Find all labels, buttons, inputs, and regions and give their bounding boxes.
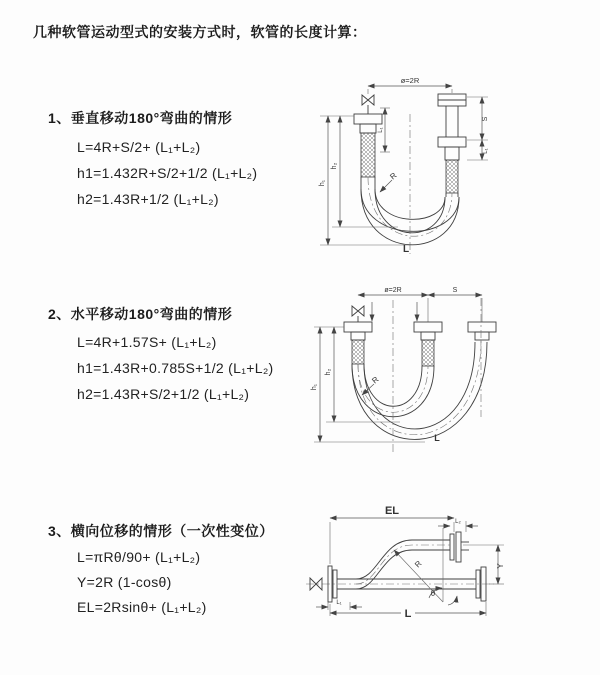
section2-heading: 2、水平移动180°弯曲的情形 [48, 306, 233, 322]
section3-formula-el: EL=2Rsinθ+ (L₁+L₂) [77, 599, 207, 615]
dim-l1-right [467, 140, 489, 160]
dim-l1-left [378, 108, 390, 152]
section1-formula-l: L=4R+S/2+ (L₁+L₂) [77, 139, 201, 155]
section2-formula-l: L=4R+1.57S+ (L₁+L₂) [77, 334, 217, 350]
section1-formula-h1: h1=1.432R+S/2+1/2 (L₁+L₂) [77, 165, 258, 181]
dim-el [330, 505, 454, 564]
dim-l [330, 602, 486, 620]
dim-top-width [368, 76, 452, 94]
valve-icon [352, 306, 364, 322]
section1-heading: 1、垂直移动180°弯曲的情形 [48, 110, 233, 126]
dim-h1-label: h₁ [311, 383, 318, 391]
radius-label: R [388, 170, 399, 182]
dim-width-label: ø=2R [400, 76, 420, 85]
dim-small-marks [372, 302, 417, 321]
dim-h1-label: h₁ [319, 179, 326, 187]
section3-formula-l: L=πRθ/90+ (L₁+L₂) [77, 549, 201, 565]
hose-s-bend [356, 540, 450, 589]
diagram-lateral-displacement [298, 492, 568, 657]
upper-flange [450, 532, 469, 562]
dim-s-label: S [452, 287, 458, 294]
dim-y-label: Y [496, 563, 505, 569]
dim-l1-label: L₁ [336, 600, 342, 606]
section2-formula-h2: h2=1.43R+S/2+1/2 (L₁+L₂) [77, 386, 250, 402]
diagram-horizontal-180-bend [310, 282, 565, 462]
section1-formula-h2: h2=1.43R+1/2 (L₁+L₂) [77, 191, 219, 207]
angle-theta-label: θ [430, 589, 436, 598]
right-pipe-fitting [438, 94, 466, 193]
dim-s [467, 97, 489, 140]
length-label: L [402, 244, 410, 255]
section3-formula-y: Y=2R (1-cosθ) [77, 574, 172, 590]
dim-l1b-label: L₁ [483, 148, 489, 154]
left-pipe-fitting [354, 114, 382, 177]
dim-h2-label: h₂ [325, 368, 332, 376]
dim-el-label: EL [384, 505, 400, 517]
dim-top [358, 287, 482, 322]
radius-label: R [370, 374, 381, 386]
section3-heading: 3、横向位移的情形（一次性变位） [48, 523, 274, 539]
length-label: L [404, 608, 412, 620]
dim-l1-label: L₁ [378, 127, 384, 133]
pipe-fittings [344, 322, 496, 366]
valve-icon [362, 95, 374, 114]
section2-formula-h1: h1=1.43R+0.785S+1/2 (L₁+L₂) [77, 360, 274, 376]
dim-l2-label: L₂ [455, 519, 461, 525]
dim-l2 [438, 519, 478, 532]
dim-width-label: ø=2R [384, 287, 402, 294]
length-label: L [434, 433, 440, 443]
radius-label: R [413, 559, 424, 570]
dim-l1 [316, 600, 362, 610]
radius-callout [380, 171, 399, 192]
dim-h1 [311, 327, 425, 442]
dim-h2-label: h₂ [331, 162, 338, 170]
hose-u-bend-position2 [352, 340, 487, 439]
diagram-vertical-180-bend [306, 68, 546, 260]
dim-s-label: S [482, 116, 489, 122]
dim-y [463, 545, 505, 584]
page-title: 几种软管运动型式的安装方式时，软管的长度计算： [33, 24, 367, 40]
radius-construction [394, 528, 443, 602]
